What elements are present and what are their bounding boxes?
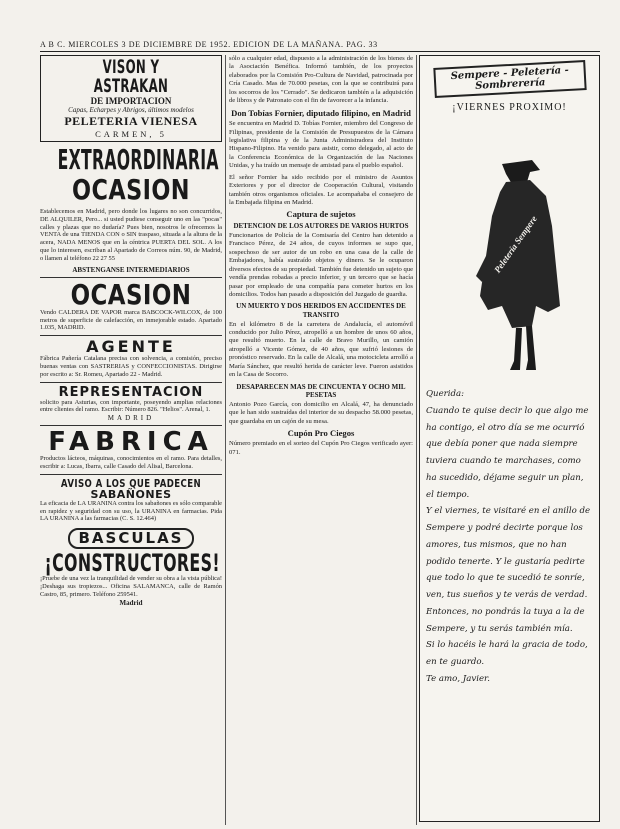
sempere-ad — [419, 55, 600, 822]
column-divider — [225, 55, 226, 825]
news-desaparecen-title: DESAPARECEN MAS DE CINCUENTA Y OCHO MIL PESETAS — [236, 382, 406, 399]
ad-brand: Sempere - Peletería - Sombrerería — [433, 60, 586, 98]
ad-sab-title1: AVISO A LOS QUE PADECEN — [60, 476, 202, 490]
ad-agente-title: AGENTE — [86, 337, 176, 357]
ad-extra-title: EXTRAORDINARIA — [57, 143, 219, 176]
ad-fabrica-title: FABRICA — [48, 427, 214, 458]
ad-constructores — [40, 551, 222, 606]
ad-ocasion-title: OCASION — [70, 277, 192, 311]
news-captura-sub: DETENCION DE LOS AUTORES DE VARIOS HURTOS — [233, 221, 409, 230]
news-captura-body: Funcionarios de Policía de la Comisaría del Centro han detenido a Francisco Pérez, de 24 años, de cuyos informes se supo que, sospechoso de ser autor de un robo en una casa de la calle de Embajadores, había sustraído objetos y dinero. Se le ocuparon diversos efectos de su propiedad. También fue detenido un sujeto que vendía prendas robadas a precio inferior, y un tercero que se hacía pasar por empleado de una compañía para cometer hurtos en los domicilios. Todos han pasado a disposición del Juzgado de guardia. — [229, 231, 413, 299]
news-intro: sólo a cualquier edad, dispuesto a la administración de los bienes de la Asociación Benéfica. Informó también, de los proyectos elaborados por la Comisión Pro-Cultura de Navidad, patrocinada por Cría Casado. Mas de 70.000 pesetas, con la que se contribuirá para los socorros de los "Cerrado". Se dedicaron también a la adquisición de libros y de Patronato con el fin de favorecer a la infancia. — [229, 55, 413, 105]
ad-repr-body: solicito para Asturias, con importante, poseyendo amplias relaciones entre clientes del ramo. Escribir: Número 826. "Helios". Arenal, 1. — [40, 398, 222, 414]
ad-sab-body: La eficacia de LA URANINA contra los sabañones es sólo comparable en rapidez y seguridad con su uso, la URANINA en farmacias. Pida LA URANINA a las farmacias (C. S. 12.464) — [40, 499, 222, 523]
letter-salutation: Querida: — [426, 389, 465, 399]
ad-fabrica — [40, 429, 222, 471]
coat-lettering: Peletería Sempere — [492, 213, 539, 275]
news-tobias-body2: El señor Fornier ha sido recibido por el ministro de Asuntos Exteriores y por el director de Cooperación Cultural, visitando también otros organismos oficiales. Le acompañaba el consejero de la Embajada filipina en Madrid. — [229, 173, 413, 207]
ad-ocasion — [40, 277, 222, 332]
ad-basculas — [40, 526, 222, 551]
ad-ocasion-body: Vendo CALDERA DE VAPOR marca BABCOCK-WILCOX, de 100 metros de superficie de calefacción, en inmejorable estado. Apartado 1.035, MADRID. — [40, 308, 222, 332]
ad-vison-sub: DE IMPORTACION — [90, 96, 172, 106]
ad-repr-city: MADRID — [107, 414, 155, 423]
hat-icon — [502, 160, 540, 184]
column-divider — [416, 55, 417, 825]
news-desaparecen-body: Antonio Pozo García, con domicilio en Alcalá, 47, ha denunciado que le han sido sustraídas del interior de su despacho 58.000 pesetas, que guardaba en un cajón de su mesa. — [229, 400, 413, 425]
coat-shape — [480, 180, 560, 328]
letter-paragraph: Si lo hacéis le hará la gracia de todo, en te guardo. — [426, 640, 588, 667]
ad-agente — [40, 339, 222, 378]
news-column — [229, 55, 413, 825]
ad-constr-title: ¡CONSTRUCTORES! — [44, 549, 220, 578]
ad-agente-body: Fábrica Pañería Catalana precisa con solvencia, a comisión, preciso buenas ventas con SASTRERIAS y CONFECCIONISTAS. Dirigirse por escrito a: Sr. Romeu, Apartado 22 - Madrid. — [40, 355, 222, 378]
ad-constr-body: ¡Pruebe de una vez la tranquilidad de vender su obra a la vista pública! ¡Deshaga sus tropiezos... Oficina SALAMANCA, calle de Ramón Castro, 85, primero. Teléfono 259541. — [40, 575, 222, 598]
letter-paragraph: Y el viernes, te visitaré en el anillo de Sempere y podré decirte porque los amores, tus mismos, que no han podido tenerte. Y le gustaría pedirte que todo lo que te sucedió te sonríe, ven, tus sueños y te verás de verdad. Entonces, no pondrás la tuya a la de Sempere, y tu serás también mía. — [426, 506, 591, 634]
ad-vison — [40, 55, 222, 142]
legs-shape — [510, 326, 536, 370]
woman-in-coat-illustration — [472, 156, 562, 376]
ad-fabrica-body: Productos lácteos, máquinas, conocimientos en el ramo. Para detalles, escribir a: Lucas, Ibarra, calle Casado del Alisal, Barcelona. — [40, 455, 222, 470]
ad-sabanones — [40, 478, 222, 523]
ad-basculas-word: BASCULAS — [68, 528, 193, 549]
letter-signature: Te amo, Javier. — [426, 673, 490, 684]
ad-extra-body: Establecemos en Madrid, pero donde los lugares no son concurridos, DE ALQUILER, Pero... si usted pudiese conseguir uno en las "pocas" calles y plazas que no dudaría? Pues bien, nosotros le ofrecemos la VENTA de una TIENDA CON o SIN traspaso, situada a la altura de la acera, NADA MENOS que en la céntrica PUERTA DEL SOL. A los que lo interesen, escriban al Apartado de Correos núm. 90, de Madrid, o llamen al teléfono 22 27 55 — [40, 208, 222, 262]
news-tobias-body1: Se encuentra en Madrid D. Tobías Fornier, miembro del Congreso de Filipinas, presidente de la Comisión de Presupuestos de la Cámara legislativa filipina y de la Junta Administradora del Instituto Hispano-Filipino. Ha venido para asistir, como delegado, al acto de la Conferencia Económica de la Organización de las Naciones Unidas, y ha traído un mensaje de amistad para el pueblo español. — [229, 120, 413, 170]
news-muerto-title: UN MUERTO Y DOS HERIDOS EN ACCIDENTES DE TRANSITO — [236, 302, 406, 319]
news-cupon-body: Número premiado en el sorteo del Cupón Pro Ciegos verificado ayer: 071. — [229, 440, 413, 456]
news-tobias-title: Don Tobías Fornier, diputado filipino, en Madrid — [231, 107, 411, 118]
illustrated-ad-column — [419, 55, 600, 825]
header-rule — [40, 51, 600, 52]
ad-repr-title: REPRESENTACION — [58, 384, 204, 400]
ad-headline: ¡VIERNES PROXIMO! — [452, 102, 567, 113]
ad-vison-items: Capas, Echarpes y Abrigos, últimos modelos — [68, 106, 194, 114]
news-cupon-title: Cupón Pro Ciegos — [287, 428, 355, 439]
ad-extra-title2: OCASION — [72, 173, 190, 206]
running-head: A B C. MIERCOLES 3 DE DICIEMBRE DE 1952. EDICION DE LA MAÑANA. PAG. 33 — [40, 40, 378, 49]
ad-vison-shop: PELETERIA VIENESA — [64, 114, 198, 128]
ad-vison-title: VISON Y ASTRAKAN — [93, 56, 169, 97]
handwritten-letter — [420, 386, 599, 688]
ad-vison-street: CARMEN, 5 — [95, 129, 167, 139]
ad-representacion — [40, 386, 222, 423]
ad-constr-city: Madrid — [119, 598, 143, 607]
ad-extraordinaria — [40, 143, 222, 274]
news-captura-title: Captura de sujetos — [286, 209, 356, 220]
letter-paragraph: Cuando te quise decir lo que algo me ha contigo, el otro día se me ocurrió que debía poner que nada siempre tuviera cuando te marchases, como ha sucedido, déjame seguir un plan, el tiempo. — [426, 405, 589, 500]
ad-sab-title2: SABAÑONES — [90, 487, 172, 501]
news-muerto-body: En el kilómetro 8 de la carretera de Andalucía, el automóvil conducido por Julio Pérez, atropelló a un hombre de unos 60 años, que resultó muerto. En la calle de Bravo Murillo, un camión atropelló a Vicente Gómez, de 40 años, que sufrió lesiones de pronóstico reservado. En la calle de Alcalá, una motocicleta arrolló a María Sánchez, que resultó herida de carácter leve. Fueron asistidos en la Casa de Socorro. — [229, 320, 413, 379]
ad-extra-note: ABSTENGANSE INTERMEDIARIOS — [72, 265, 190, 274]
classified-column — [40, 55, 222, 825]
